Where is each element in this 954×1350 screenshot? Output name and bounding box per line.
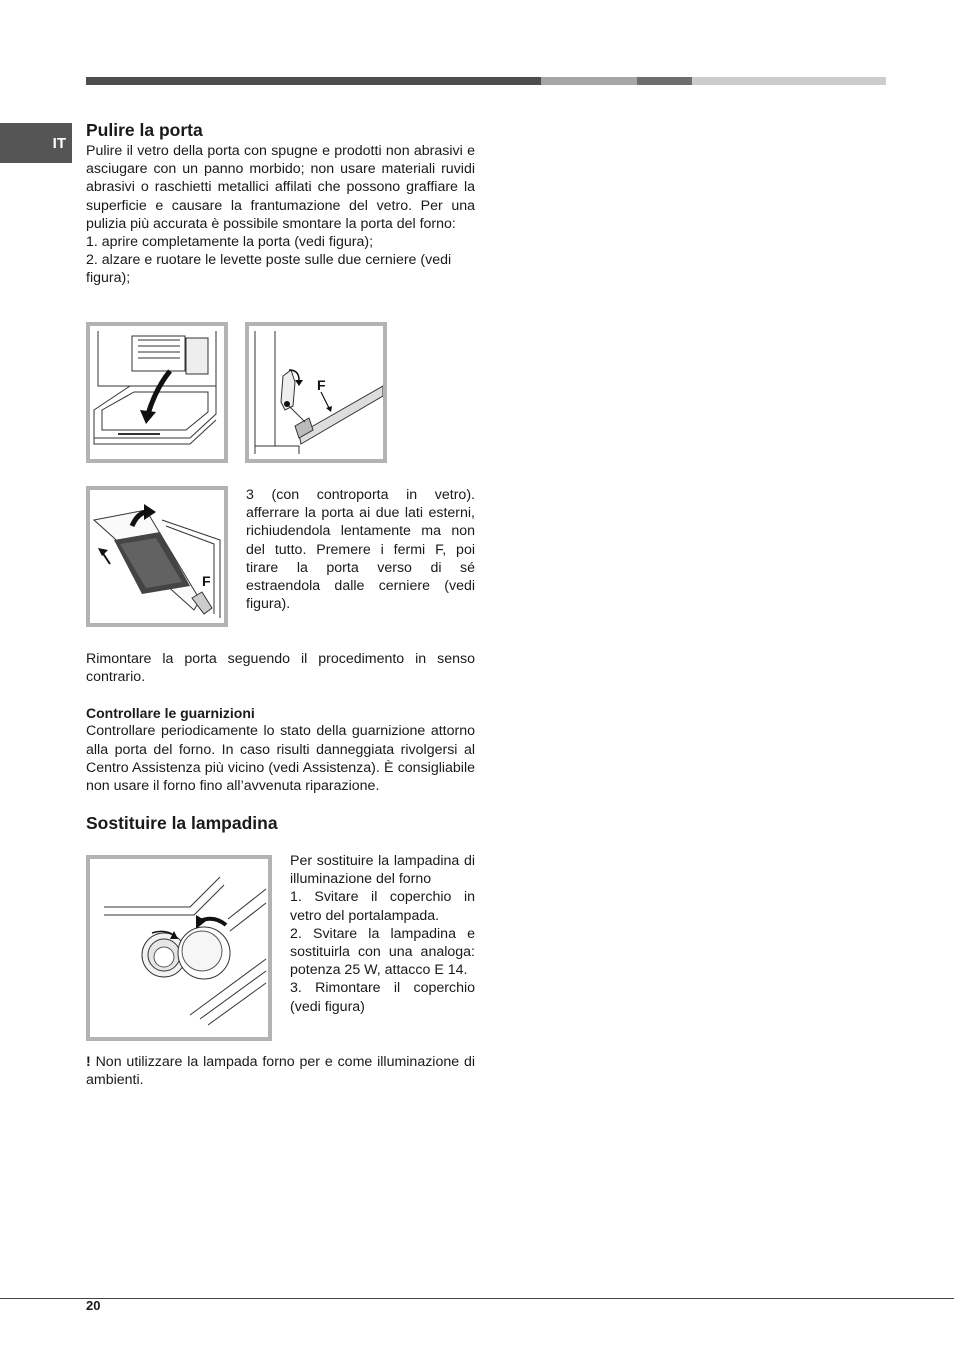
lamp-warning-text: [86, 1053, 475, 1089]
figure-label-f: F: [317, 377, 326, 393]
figure-lamp: [86, 855, 272, 1041]
open-door-illustration: [90, 326, 224, 459]
door-intro-paragraph: Pulire il vetro della porta con spugne e prodotti non abrasivi e asciugare con un panno morbido; non usare materiali ruvidi abrasivi o raschietti metallici affilati che possono graffiare la superficie e causare la frantumazione del vetro. Per una pulizia più accurata è possibile smontare la porta del forno:: [86, 143, 475, 232]
lamp-instructions: [290, 852, 475, 1016]
header-color-bar: [86, 77, 886, 85]
language-tab: IT: [0, 123, 72, 163]
remove-door-illustration: [90, 490, 224, 623]
lamp-step-3: 3. Rimontare il coperchio (vedi figura): [290, 980, 475, 1015]
remount-section: [86, 650, 475, 795]
figure-open-door: [86, 322, 228, 463]
door-step-2: 2. alzare e ruotare le levette poste sulle due cerniere (vedi figura);: [86, 252, 452, 287]
gasket-text: Controllare periodicamente lo stato della guarnizione attorno alla porta del forno. In caso risulti danneggiata rivolgersi al Centro Assistenza più vicino (vedi Assistenza). È consigliabile non usare il forno fino all’avvenuta riparazione.: [86, 723, 475, 795]
door-step-3-block: [246, 486, 475, 613]
lamp-step-1: 1. Svitare il coperchio in vetro del portalampada.: [290, 889, 475, 924]
color-bar-segment: [637, 77, 692, 85]
lamp-intro: Per sostituire la lampadina di illuminazione del forno: [290, 853, 475, 888]
color-bar-segment: [541, 77, 637, 85]
lamp-section-heading: [86, 813, 475, 834]
page-number: 20: [86, 1298, 101, 1313]
lamp-warning: [86, 1053, 475, 1089]
hinge-lever-illustration: [249, 326, 383, 459]
warning-mark: !: [86, 1054, 91, 1070]
remount-text: Rimontare la porta seguendo il procedimento in senso contrario.: [86, 651, 475, 686]
gasket-title: Controllare le guarnizioni: [86, 705, 255, 722]
footer-divider: [0, 1298, 954, 1299]
lamp-illustration: [90, 859, 268, 1037]
color-bar-segment: [692, 77, 886, 85]
door-step-3: 3 (con controporta in vetro). afferrare la porta ai due lati esterni, richiudendola lentamente ma non del tutto. Premere i fermi F, poi tirare la porta verso di sé estraendola dalle cerniere (vedi figura).: [246, 487, 475, 613]
color-bar-segment: [86, 77, 541, 85]
lamp-step-2: 2. Svitare la lampadina e sostituirla con una analoga: potenza 25 W, attacco E 14.: [290, 925, 475, 979]
warning-body: Non utilizzare la lampada forno per e come illuminazione di ambienti.: [86, 1054, 475, 1089]
figure-label-f: F: [202, 573, 211, 589]
section-title-door: Pulire la porta: [86, 120, 203, 140]
figure-hinge-lever: [245, 322, 387, 463]
door-cleaning-section: [86, 120, 475, 288]
figure-remove-door: [86, 486, 228, 627]
door-step-1: 1. aprire completamente la porta (vedi figura);: [86, 234, 374, 251]
section-title-lamp: Sostituire la lampadina: [86, 813, 278, 833]
